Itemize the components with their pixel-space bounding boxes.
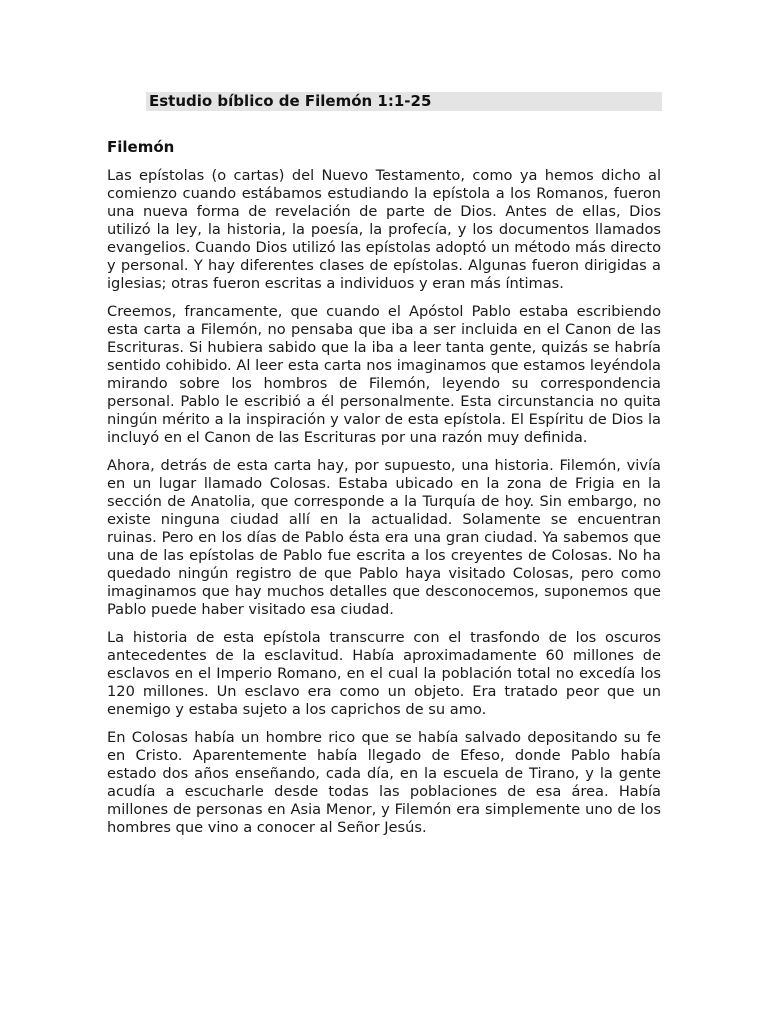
section-heading: Filemón — [107, 138, 175, 156]
document-body — [107, 167, 661, 847]
paragraph-3: Ahora, detrás de esta carta hay, por supuesto, una historia. Filemón, vivía en un lugar llamado Colosas. Estaba ubicado en la zona de Frigia en la sección de Anatolia, que corresponde a la Turquía de hoy. Sin embargo, no existe ninguna ciudad allí en la actualidad. Solamente se encuentran ruinas. Pero en los días de Pablo ésta era una gran ciudad. Ya sabemos que una de las epístolas de Pablo fue escrita a los creyentes de Colosas. No ha quedado ningún registro de que Pablo haya visitado Colosas, pero como imaginamos que hay muchos detalles que desconocemos, suponemos que Pablo puede haber visitado esa ciudad. — [107, 457, 661, 618]
title-highlight-bar — [146, 92, 662, 111]
paragraph-5: En Colosas había un hombre rico que se había salvado depositando su fe en Cristo. Aparentemente había llegado de Efeso, donde Pablo había estado dos años enseñando, cada día, en la escuela de Tirano, y la gente acudía a escucharle desde todas las poblaciones de esa área. Había millones de personas en Asia Menor, y Filemón era simplemente uno de los hombres que vino a conocer al Señor Jesús. — [107, 729, 661, 836]
paragraph-4: La historia de esta epístola transcurre con el trasfondo de los oscuros antecedentes de la esclavitud. Había aproximadamente 60 millones de esclavos en el Imperio Romano, en el cual la población total no excedía los 120 millones. Un esclavo era como un objeto. Era tratado peor que un enemigo y estaba sujeto a los caprichos de su amo. — [107, 629, 661, 718]
paragraph-2: Creemos, francamente, que cuando el Apóstol Pablo estaba escribiendo esta carta a Filemón, no pensaba que iba a ser incluida en el Canon de las Escrituras. Si hubiera sabido que la iba a leer tanta gente, quizás se habría sentido cohibido. Al leer esta carta nos imaginamos que estamos leyéndola mirando sobre los hombros de Filemón, leyendo su correspondencia personal. Pablo le escribió a él personalmente. Esta circunstancia no quita ningún mérito a la inspiración y valor de esta epístola. El Espíritu de Dios la incluyó en el Canon de las Escrituras por una razón muy definida. — [107, 303, 661, 446]
paragraph-1: Las epístolas (o cartas) del Nuevo Testamento, como ya hemos dicho al comienzo cuando estábamos estudiando la epístola a los Romanos, fueron una nueva forma de revelación de parte de Dios. Antes de ellas, Dios utilizó la ley, la historia, la poesía, la profecía, y los documentos llamados evangelios. Cuando Dios utilizó las epístolas adoptó un método más directo y personal. Y hay diferentes clases de epístolas. Algunas fueron dirigidas a iglesias; otras fueron escritas a individuos y eran más íntimas. — [107, 167, 661, 292]
document-title: Estudio bíblico de Filemón 1:1-25 — [149, 92, 432, 110]
